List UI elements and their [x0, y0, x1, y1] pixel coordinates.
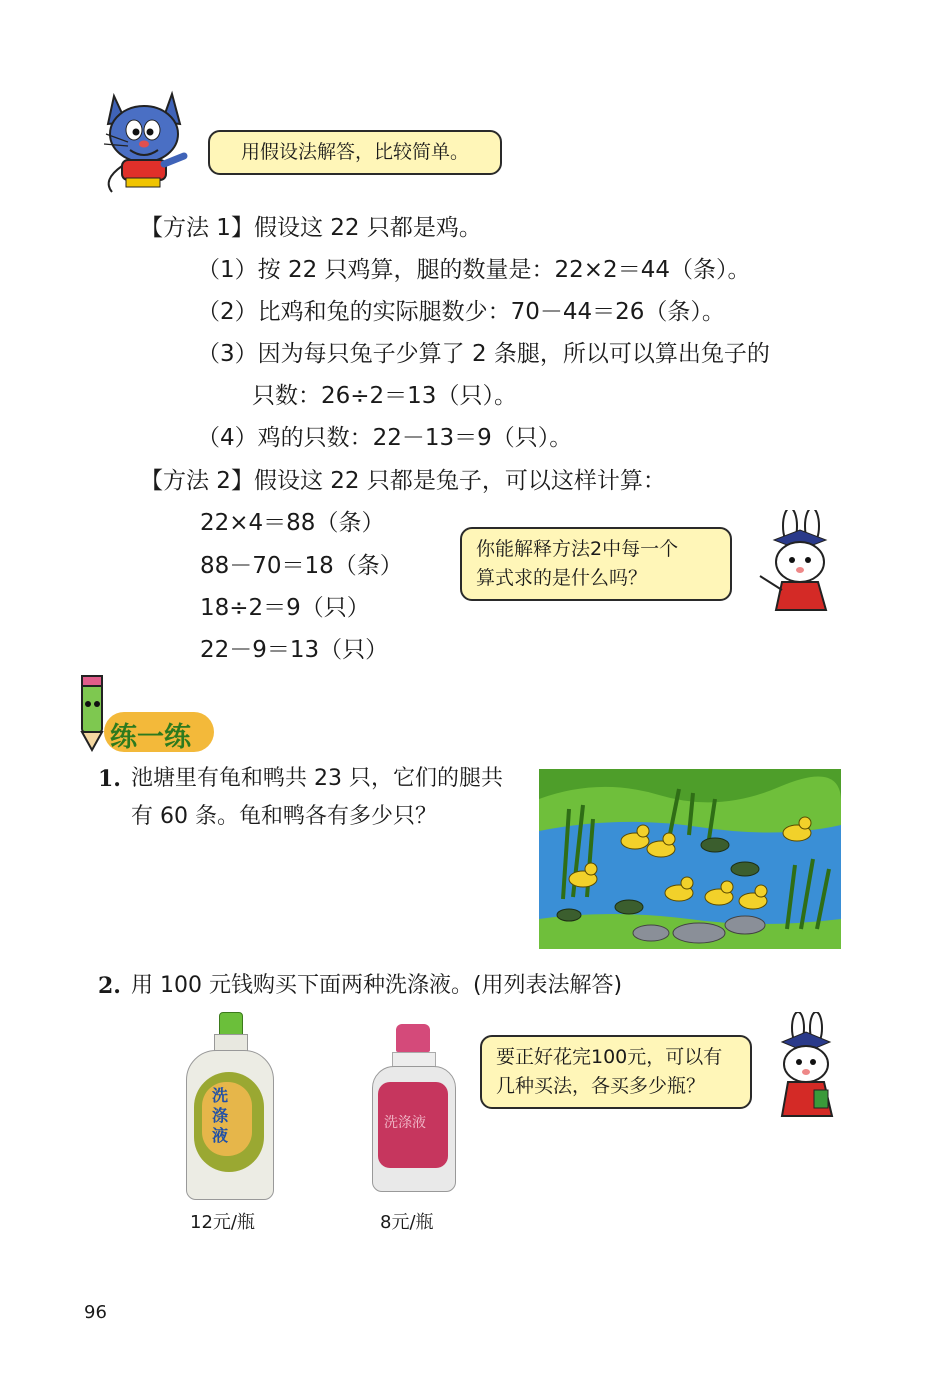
rabbit-mascot-icon	[770, 1012, 842, 1124]
method1-title: 【方法 1】假设这 22 只都是鸡。	[140, 215, 482, 241]
method1-step: （4）鸡的只数：22－13＝9（只）。	[197, 425, 573, 451]
bottle-label: 洗涤液	[212, 1086, 229, 1145]
bubble-line: 要正好花完100元，可以有	[496, 1046, 723, 1068]
rabbit-speech-bubble-2	[480, 1035, 752, 1109]
q2-number: 2.	[98, 973, 121, 999]
q1-line: 池塘里有龟和鸭共 23 只，它们的腿共	[131, 766, 503, 791]
bubble-line: 你能解释方法2中每一个	[476, 538, 679, 560]
q1-number: 1.	[98, 766, 121, 792]
method1-step: （1）按 22 只鸡算，腿的数量是：22×2＝44（条）。	[197, 257, 751, 283]
method1-step: 只数：26÷2＝13（只）。	[252, 383, 517, 409]
cat-speech-bubble: 用假设法解答，比较简单。	[208, 130, 502, 175]
pond-illustration	[539, 769, 841, 949]
q1-line: 有 60 条。龟和鸭各有多少只？	[131, 804, 437, 829]
method1-step: （3）因为每只兔子少算了 2 条腿，所以可以算出兔子的	[197, 341, 770, 367]
bubble-line: 算式求的是什么吗？	[476, 567, 648, 589]
detergent-bottle-small	[372, 1024, 454, 1190]
cat-mascot-icon	[92, 84, 192, 196]
rabbit-speech-bubble-1	[460, 527, 732, 601]
price-label-2: 8元/瓶	[380, 1212, 434, 1233]
method2-title: 【方法 2】假设这 22 只都是兔子，可以这样计算：	[140, 468, 666, 494]
rabbit-mascot-icon	[756, 510, 840, 620]
practice-heading-label: 练一练	[110, 722, 191, 753]
detergent-bottle-large	[186, 1012, 272, 1198]
method2-calc: 88－70＝18（条）	[200, 553, 403, 579]
bottle-label: 洗涤液	[384, 1115, 426, 1131]
method1-step: （2）比鸡和兔的实际腿数少：70－44＝26（条）。	[197, 299, 725, 325]
bubble-line: 几种买法，各买多少瓶？	[496, 1075, 706, 1097]
q2-text: 用 100 元钱购买下面两种洗涤液。(用列表法解答)	[131, 973, 623, 998]
method2-calc: 18÷2＝9（只）	[200, 595, 370, 621]
page-number: 96	[84, 1302, 107, 1323]
price-label-1: 12元/瓶	[190, 1212, 255, 1233]
method2-calc: 22－9＝13（只）	[200, 637, 389, 663]
method2-calc: 22×4＝88（条）	[200, 510, 385, 536]
